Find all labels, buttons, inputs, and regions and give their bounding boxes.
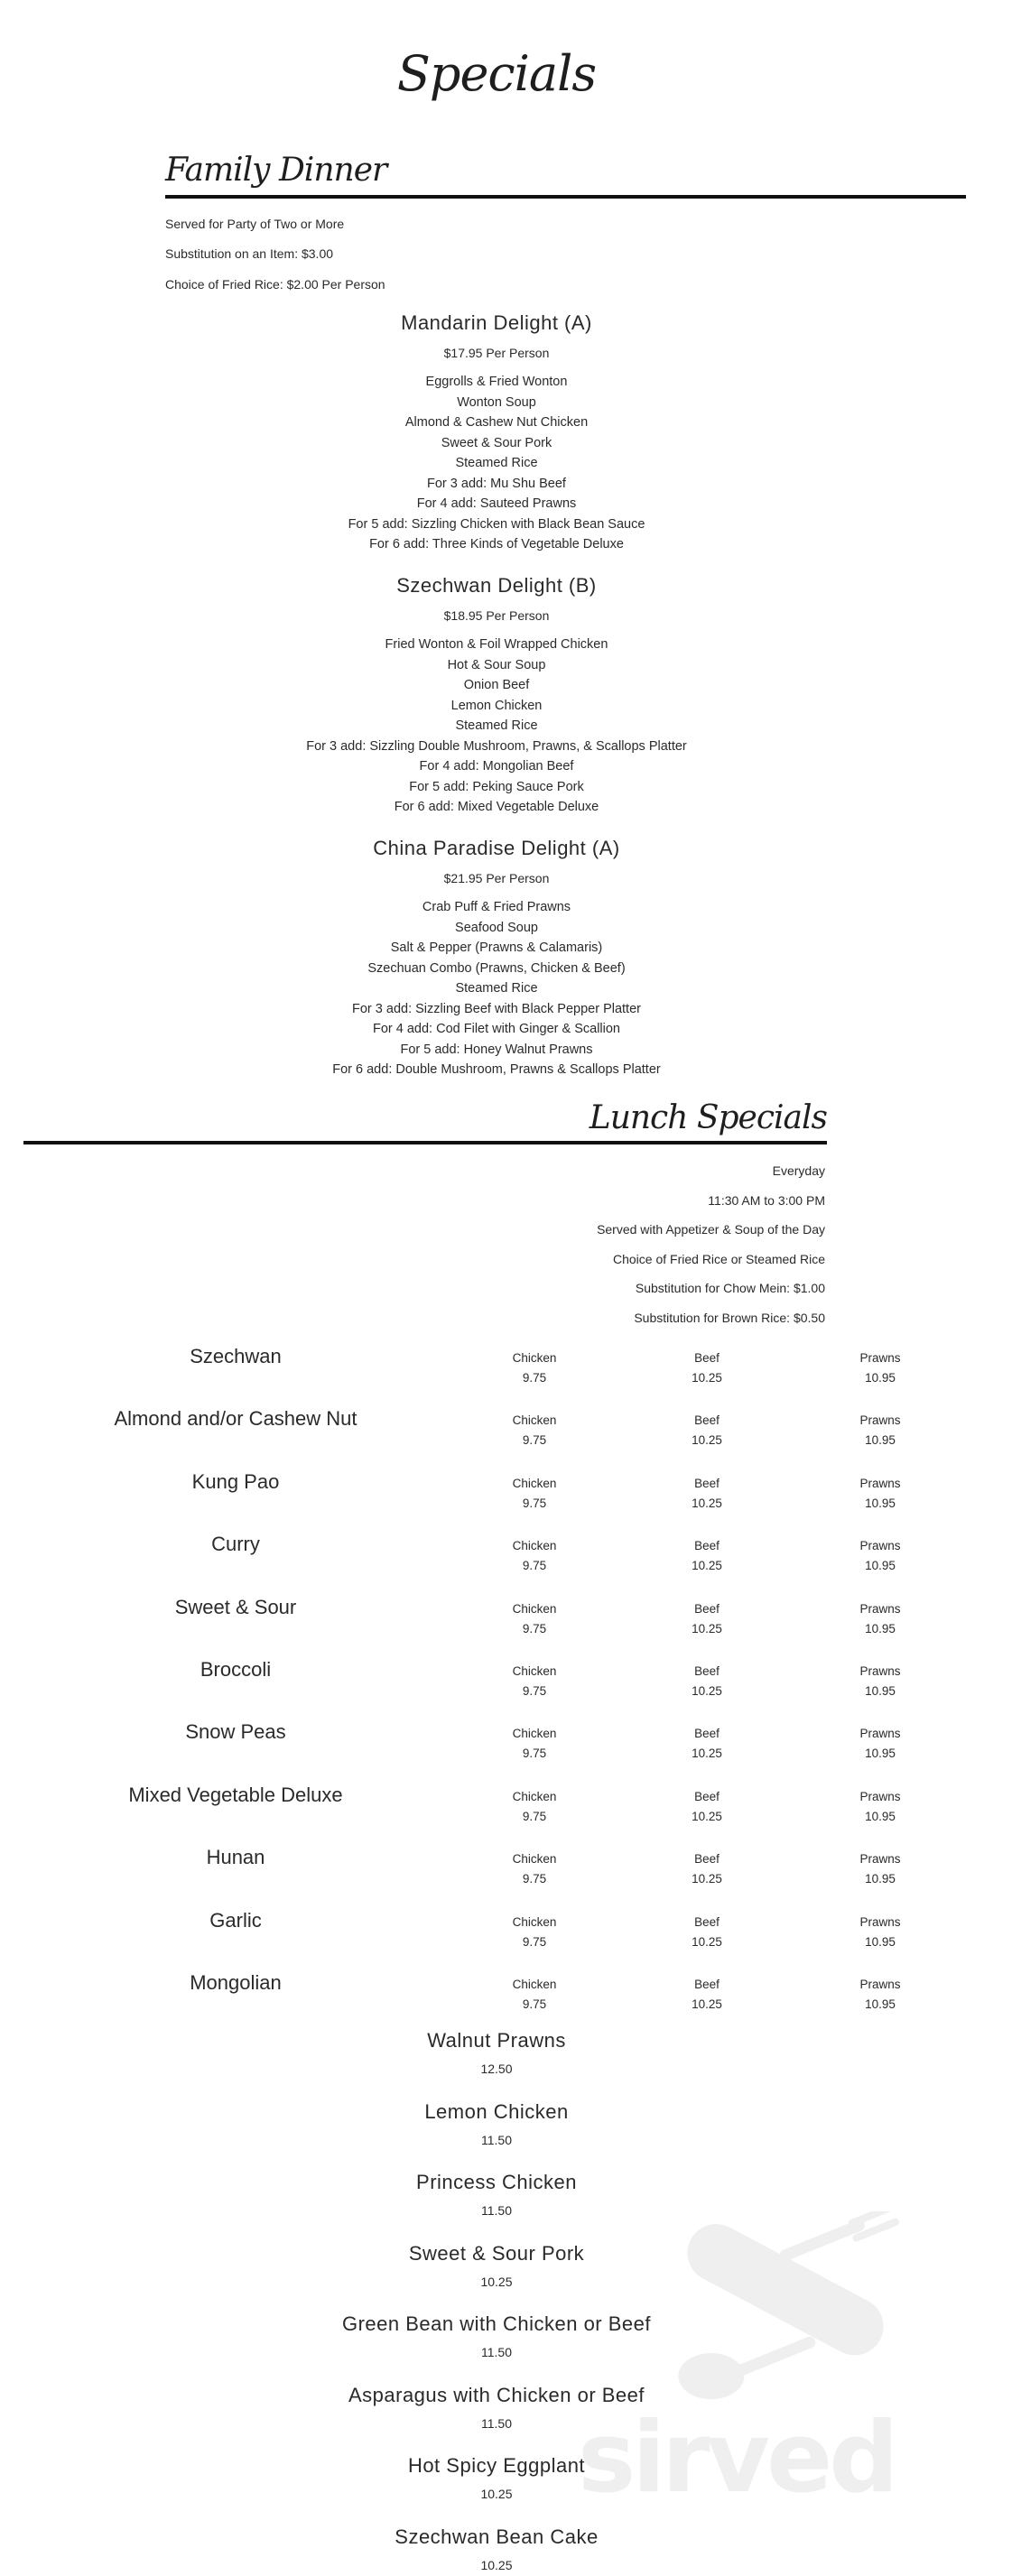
package-item: For 5 add: Honey Walnut Prawns (400, 1042, 593, 1057)
lunch-single-price: 11.50 (481, 2203, 512, 2218)
lunch-option-label: Prawns (859, 1351, 901, 1365)
lunch-specials-divider (23, 1141, 827, 1144)
lunch-info-line: Served with Appetizer & Soup of the Day (597, 1222, 825, 1237)
lunch-option-price: 10.95 (865, 1496, 896, 1510)
lunch-option-label: Beef (694, 1413, 720, 1428)
lunch-option-label: Prawns (859, 1476, 901, 1490)
package-item: Steamed Rice (455, 718, 538, 733)
lunch-option-price: 9.75 (522, 1934, 547, 1949)
lunch-option-price: 10.95 (865, 1809, 896, 1823)
lunch-item-name: Kung Pao (191, 1469, 280, 1493)
family-dinner-note: Substitution on an Item: $3.00 (165, 246, 334, 261)
lunch-option-label: Chicken (512, 1664, 557, 1678)
package-price: $18.95 Per Person (443, 608, 550, 623)
lunch-specials-heading: Lunch Specials (589, 1099, 827, 1136)
lunch-option-label: Prawns (859, 1852, 901, 1867)
lunch-option-price: 9.75 (522, 1872, 547, 1886)
lunch-info-line: Everyday (772, 1163, 825, 1178)
package-item: For 6 add: Mixed Vegetable Deluxe (394, 800, 599, 814)
lunch-item-name: Garlic (209, 1908, 262, 1932)
package-item: Sweet & Sour Pork (441, 435, 552, 450)
package-item: Wonton Soup (457, 394, 536, 410)
lunch-option-price: 10.25 (692, 1872, 722, 1886)
package-name: Mandarin Delight (A) (401, 311, 592, 334)
lunch-option-label: Chicken (512, 1789, 557, 1803)
lunch-option-label: Prawns (859, 1601, 901, 1616)
lunch-single-price: 12.50 (480, 2062, 513, 2076)
lunch-option-price: 10.95 (865, 1559, 896, 1573)
lunch-option-label: Chicken (512, 1539, 557, 1553)
lunch-single-price: 10.25 (480, 2557, 513, 2572)
package-item: Lemon Chicken (450, 698, 543, 713)
lunch-option-price: 9.75 (522, 1559, 547, 1573)
lunch-option-price: 10.95 (865, 1684, 896, 1698)
package-item: For 4 add: Mongolian Beef (419, 759, 574, 774)
package-item: For 6 add: Three Kinds of Vegetable Deluxe (369, 537, 624, 551)
lunch-single-name: Green Bean with Chicken or Beef (341, 2312, 651, 2335)
package-item: For 5 add: Sizzling Chicken with Black Bean Sauce (348, 516, 645, 532)
lunch-item-name: Szechwan (190, 1345, 282, 1367)
lunch-single-name: Princess Chicken (416, 2171, 577, 2193)
lunch-option-price: 10.25 (692, 1747, 722, 1761)
lunch-option-label: Chicken (512, 1852, 557, 1867)
family-dinner-heading: Family Dinner (165, 152, 387, 189)
lunch-single-name: Hot Spicy Eggplant (407, 2454, 586, 2477)
lunch-option-label: Beef (694, 1727, 720, 1741)
lunch-option-label: Chicken (512, 1914, 557, 1929)
lunch-option-price: 10.25 (692, 1997, 722, 2011)
lunch-option-price: 10.25 (692, 1559, 722, 1573)
lunch-item-name: Snow Peas (185, 1720, 286, 1744)
lunch-option-price: 9.75 (522, 1433, 547, 1448)
family-dinner-divider (165, 195, 966, 199)
lunch-single-name: Sweet & Sour Pork (408, 2241, 585, 2265)
package-item: Onion Beef (463, 678, 530, 692)
lunch-option-label: Prawns (859, 1413, 901, 1428)
lunch-info-line: Substitution for Brown Rice: $0.50 (634, 1311, 825, 1325)
lunch-option-label: Beef (694, 1664, 720, 1678)
lunch-single-name: Walnut Prawns (427, 2029, 566, 2052)
package-item: Crab Puff & Fried Prawns (422, 900, 571, 914)
lunch-option-price: 9.75 (522, 1621, 547, 1635)
lunch-option-price: 10.25 (692, 1371, 722, 1385)
package-item: Eggrolls & Fried Wonton (425, 375, 568, 389)
lunch-option-label: Beef (694, 1351, 720, 1365)
lunch-option-label: Beef (694, 1914, 720, 1929)
lunch-option-price: 10.95 (865, 1371, 896, 1385)
lunch-item-name: Broccoli (200, 1658, 272, 1681)
lunch-item-name: Curry (211, 1533, 260, 1556)
lunch-info-line: 11:30 AM to 3:00 PM (708, 1192, 825, 1208)
lunch-option-price: 10.95 (865, 1747, 896, 1761)
lunch-option-label: Chicken (512, 1351, 557, 1365)
lunch-single-price: 11.50 (481, 2415, 512, 2431)
package-item: Szechuan Combo (Prawns, Chicken & Beef) (367, 960, 626, 976)
lunch-option-price: 10.95 (865, 1433, 896, 1448)
package-item: Seafood Soup (455, 920, 538, 935)
page-title: Specials (396, 45, 597, 102)
package-price: $21.95 Per Person (443, 871, 550, 885)
lunch-single-price: 11.50 (481, 2132, 512, 2147)
lunch-item-name: Sweet & Sour (174, 1595, 297, 1618)
package-item: For 3 add: Sizzling Beef with Black Pepper Platter (352, 1001, 641, 1016)
family-dinner-note: Choice of Fried Rice: $2.00 Per Person (165, 277, 385, 292)
package-item: Steamed Rice (455, 981, 538, 996)
package-item: Hot & Sour Soup (447, 657, 546, 672)
lunch-single-name: Asparagus with Chicken or Beef (348, 2383, 645, 2406)
package-item: For 5 add: Peking Sauce Pork (409, 779, 584, 794)
lunch-option-price: 10.25 (692, 1496, 722, 1510)
family-dinner-note: Served for Party of Two or More (165, 217, 345, 231)
lunch-item-name: Mongolian (190, 1971, 282, 1994)
lunch-option-price: 9.75 (522, 1809, 547, 1823)
package-item: Fried Wonton & Foil Wrapped Chicken (385, 637, 608, 652)
lunch-option-label: Prawns (859, 1978, 901, 1991)
lunch-single-price: 10.25 (480, 2487, 513, 2501)
lunch-single-price: 11.50 (481, 2345, 512, 2359)
lunch-option-price: 10.95 (865, 1934, 896, 1949)
lunch-option-price: 9.75 (522, 1997, 547, 2011)
lunch-option-label: Beef (694, 1601, 720, 1616)
lunch-option-label: Prawns (859, 1727, 901, 1741)
lunch-single-price: 10.25 (480, 2274, 513, 2289)
lunch-option-label: Prawns (859, 1789, 901, 1803)
package-price: $17.95 Per Person (443, 346, 550, 360)
lunch-option-label: Chicken (512, 1601, 557, 1616)
package-item: For 4 add: Cod Filet with Ginger & Scallion (372, 1022, 620, 1036)
lunch-option-label: Chicken (512, 1413, 557, 1428)
lunch-option-label: Beef (694, 1789, 720, 1803)
package-item: Salt & Pepper (Prawns & Calamaris) (390, 941, 603, 955)
package-item: Almond & Cashew Nut Chicken (404, 415, 589, 430)
lunch-info-line: Substitution for Chow Mein: $1.00 (635, 1281, 825, 1296)
lunch-item-name: Hunan (206, 1846, 265, 1869)
lunch-option-price: 9.75 (522, 1684, 547, 1698)
lunch-option-label: Prawns (859, 1664, 901, 1678)
lunch-option-label: Chicken (512, 1978, 557, 1991)
lunch-item-name: Almond and/or Cashew Nut (114, 1407, 357, 1431)
lunch-option-price: 10.25 (692, 1433, 722, 1448)
fork-spoon-logo-icon (659, 2211, 912, 2401)
lunch-option-label: Prawns (859, 1914, 901, 1929)
lunch-option-price: 9.75 (522, 1371, 547, 1385)
sirved-watermark: sirved (578, 2402, 896, 2515)
lunch-option-label: Beef (694, 1852, 720, 1867)
lunch-single-name: Lemon Chicken (424, 2099, 569, 2123)
lunch-option-label: Prawns (859, 1539, 901, 1553)
package-item: For 6 add: Double Mushroom, Prawns & Scallops Platter (332, 1062, 661, 1077)
lunch-option-price: 10.25 (692, 1934, 722, 1949)
lunch-option-label: Beef (694, 1476, 720, 1490)
package-name: China Paradise Delight (A) (373, 837, 620, 859)
lunch-option-price: 10.95 (865, 1997, 896, 2011)
lunch-option-price: 10.95 (865, 1621, 896, 1635)
lunch-option-label: Chicken (512, 1476, 557, 1490)
lunch-option-label: Chicken (512, 1727, 557, 1741)
package-name: Szechwan Delight (B) (396, 574, 597, 597)
lunch-option-price: 9.75 (522, 1496, 547, 1510)
lunch-option-price: 10.95 (865, 1872, 896, 1886)
package-item: For 3 add: Sizzling Double Mushroom, Prawns, & Scallops Platter (306, 738, 687, 754)
lunch-option-label: Beef (694, 1978, 720, 1991)
package-item: For 4 add: Sauteed Prawns (416, 496, 577, 511)
package-item: Steamed Rice (455, 456, 538, 470)
lunch-option-price: 9.75 (522, 1747, 547, 1761)
package-item: For 3 add: Mu Shu Beef (427, 476, 566, 491)
lunch-option-label: Beef (694, 1539, 720, 1553)
lunch-option-price: 10.25 (692, 1809, 722, 1823)
lunch-item-name: Mixed Vegetable Deluxe (128, 1783, 343, 1806)
lunch-single-name: Szechwan Bean Cake (395, 2525, 599, 2548)
lunch-option-price: 10.25 (692, 1684, 722, 1698)
lunch-option-price: 10.25 (692, 1621, 722, 1635)
lunch-info-line: Choice of Fried Rice or Steamed Rice (613, 1251, 825, 1266)
